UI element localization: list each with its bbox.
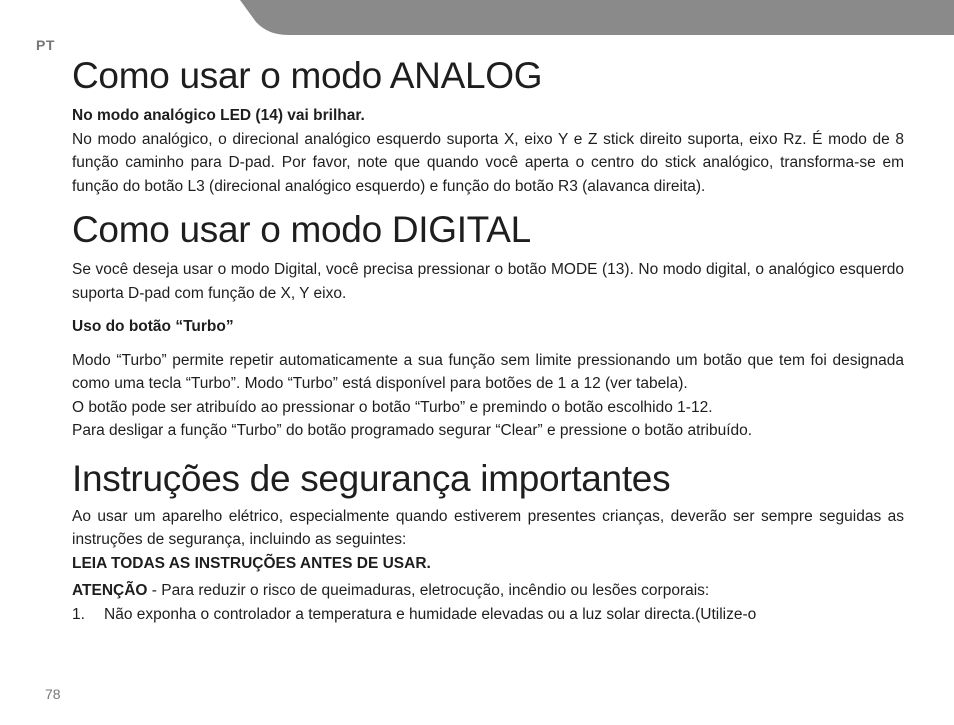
list-item-text: Não exponha o controlador a temperatura e humidade elevadas ou a luz solar directa.(Utilize-o: [104, 605, 757, 623]
turbo-paragraph-3: Para desligar a função “Turbo” do botão programado segurar “Clear” e pressione o botão atribuído.: [72, 422, 753, 439]
heading-analog-mode: Como usar o modo ANALOG: [72, 55, 543, 96]
warning-line: [72, 579, 904, 603]
analog-body: No modo analógico, o direcional analógico esquerdo suporta X, eixo Y e Z stick direito suporta, eixo Rz. É modo de 8 função caminho para D-pad. Por favor, note que quando você aperta o centro do stick analógico, transforma-se em função do botão L3 (direcional analógico esquerdo) e função do botão R3 (alavanca direita).: [72, 130, 904, 195]
page-content: [72, 54, 904, 626]
digital-body: Se você deseja usar o modo Digital, você precisa pressionar o botão MODE (13). No modo digital, o analógico esquerdo suporta D-pad com função de X, Y eixo.: [72, 261, 904, 302]
page-number: 78: [45, 686, 61, 702]
language-tag: PT: [36, 37, 55, 53]
heading-digital-mode: Como usar o modo DIGITAL: [72, 209, 531, 250]
header-band-shape: [240, 0, 954, 35]
header-band: [240, 0, 954, 35]
list-item: [72, 603, 904, 627]
list-item-number: 1.: [72, 605, 85, 623]
read-all-instructions: LEIA TODAS AS INSTRUÇÕES ANTES DE USAR.: [72, 554, 431, 572]
turbo-paragraph-2: O botão pode ser atribuído ao pressionar o botão “Turbo” e premindo o botão escolhido 1-12.: [72, 398, 713, 416]
safety-intro: Ao usar um aparelho elétrico, especialmente quando estiverem presentes crianças, deverão ser sempre seguidas as instruções de segurança, incluindo as seguintes:: [72, 507, 904, 548]
warning-label: ATENÇÃO: [72, 582, 148, 599]
turbo-paragraph-1: Modo “Turbo” permite repetir automaticamente a sua função sem limite pressionando um botão que tem foi designada como uma tecla “Turbo”. Modo “Turbo” está disponível para botões de 1 a 12 (ver tabela).: [72, 351, 904, 392]
warning-text: - Para reduzir o risco de queimaduras, eletrocução, incêndio ou lesões corporais:: [147, 582, 710, 599]
analog-lead: No modo analógico LED (14) vai brilhar.: [72, 107, 365, 124]
heading-safety: Instruções de segurança importantes: [72, 457, 671, 499]
turbo-heading: Uso do botão “Turbo”: [72, 318, 234, 335]
